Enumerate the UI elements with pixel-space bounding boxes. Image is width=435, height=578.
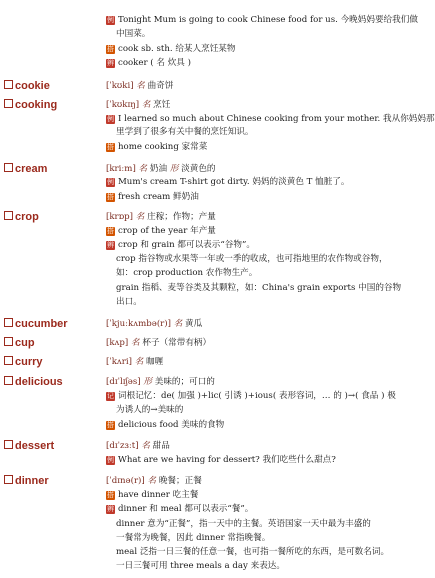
continuation-line: [116, 405, 183, 416]
entry-text: Mum's cream T-shirt got dirty. 妈妈的淡黄色 T 恤脏了。: [118, 177, 350, 187]
headword-text: dessert: [15, 440, 55, 452]
definition-line: [106, 441, 170, 452]
phonetic: [kʌp]: [106, 338, 132, 348]
entry-text: 一餐常为晚餐，因此 dinner 常指晚餐。: [116, 533, 271, 543]
headword-text: dinner: [15, 475, 49, 487]
continuation-line: [116, 533, 270, 544]
part-of-speech: 名: [131, 338, 143, 348]
checkbox-icon: [4, 318, 13, 327]
entry-text: 为诱人的→美味的: [116, 405, 184, 415]
collocation-tag-icon: 搭: [107, 491, 114, 499]
distinguish-tag-icon: 辨: [107, 59, 114, 67]
headword-dessert: [4, 440, 54, 452]
example-tag-icon: 例: [107, 456, 114, 464]
definition-line: [106, 338, 211, 349]
continuation-line: [116, 297, 142, 308]
checkbox-icon: [4, 80, 13, 89]
entry-text: I learned so much about Chinese cooking from your mother. 我从你妈妈那: [118, 114, 435, 124]
headword-dinner: [4, 475, 49, 487]
entry-text: 美味的；可口的: [154, 377, 215, 387]
part-of-speech: 名: [141, 441, 153, 451]
phonetic: [ˈkʌri]: [106, 357, 135, 367]
continuation-line: [116, 519, 371, 530]
headword-cream: [4, 163, 47, 175]
entry-text: 甜品: [152, 441, 170, 451]
headword-text: cooking: [15, 99, 58, 111]
part-of-speech: 名: [147, 476, 159, 486]
entry-text: cooker ( 名 炊具 ): [118, 58, 191, 68]
headword-text: cup: [15, 337, 35, 349]
headword-text: cucumber: [15, 318, 68, 330]
definition-line: [106, 319, 202, 330]
entry-text: grain 指稻、麦等谷类及其颗粒，如：China's grain exports 中国的谷物: [116, 283, 402, 293]
continuation-line: [116, 29, 150, 40]
phonetic: [ˈdɪnə(r)]: [106, 476, 148, 486]
distinguish-line: [106, 504, 253, 515]
example-line: [106, 455, 336, 466]
distinguish-line: [106, 240, 255, 251]
headword-cup: [4, 337, 35, 349]
collocation-line: [106, 192, 199, 203]
headword-text: delicious: [15, 376, 63, 388]
headword-delicious: [4, 376, 63, 388]
entry-text: 咖喱: [146, 357, 164, 367]
entry-text: 黄瓜: [185, 319, 203, 329]
headword-text: crop: [15, 211, 39, 223]
headword-crop: [4, 211, 39, 223]
entry-text: 庄稼；作物；产量: [147, 212, 216, 222]
continuation-line: [116, 127, 254, 138]
phonetic: [kriːm]: [106, 164, 139, 174]
collocation-tag-icon: 搭: [107, 227, 114, 235]
collocation-line: [106, 420, 224, 431]
entry-text: cook sb. sth. 给某人烹饪某物: [118, 44, 236, 54]
example-tag-icon: 例: [107, 16, 114, 24]
distinguish-line: [106, 58, 191, 69]
checkbox-icon: [4, 337, 13, 346]
entry-text: 曲奇饼: [147, 81, 174, 91]
definition-line: [106, 377, 215, 388]
entry-text: 杯子（常带有柄）: [142, 338, 212, 348]
headword-text: cream: [15, 163, 48, 175]
entry-text: dinner 和 meal 都可以表示“餐”。: [118, 504, 254, 514]
entry-text: 一日三餐可用 three meals a day 来表达。: [116, 561, 285, 571]
example-tag-icon: 例: [107, 115, 114, 123]
phonetic: [ˈkʊki]: [106, 81, 137, 91]
memory-tag-icon: 记: [107, 392, 114, 400]
phonetic: [ˈkjuːkʌmbə(r)]: [106, 319, 174, 329]
memory-line: [106, 391, 396, 402]
collocation-tag-icon: 搭: [107, 193, 114, 201]
collocation-line: [106, 44, 236, 55]
entry-text: What are we having for dessert? 我们吃些什么甜点?: [118, 455, 336, 465]
collocation-line: [106, 490, 198, 501]
entry-text: 出口。: [116, 297, 142, 307]
entry-text: crop 和 grain 都可以表示“谷物”。: [118, 240, 255, 250]
collocation-tag-icon: 搭: [107, 421, 114, 429]
entry-text: 里学到了很多有关中餐的烹饪知识。: [116, 127, 254, 137]
entry-text: crop 指谷物或水果等一年或一季的收成，也可指地里的农作物或谷物，: [116, 254, 388, 264]
definition-line: [106, 164, 216, 175]
entry-text: home cooking 家常菜: [118, 142, 208, 152]
checkbox-icon: [4, 440, 13, 449]
definition-line: [106, 100, 170, 111]
entry-text: 中国菜。: [116, 29, 151, 39]
headword-text: cookie: [15, 80, 50, 92]
entry-text: Tonight Mum is going to cook Chinese food for us. 今晚妈妈要给我们做: [118, 15, 418, 25]
continuation-line: [116, 254, 388, 265]
headword-curry: [4, 356, 43, 368]
entry-text: delicious food 美味的食物: [118, 420, 225, 430]
collocation-line: [106, 226, 216, 237]
checkbox-icon: [4, 163, 13, 172]
entry-text: 如：crop production 农作物生产。: [116, 268, 258, 278]
checkbox-icon: [4, 376, 13, 385]
part-of-speech: 名: [134, 357, 147, 367]
part-of-speech: 名: [141, 100, 154, 110]
example-line: [106, 177, 350, 188]
entry-text: 晚餐；正餐: [158, 476, 202, 486]
definition-line: [106, 81, 173, 92]
checkbox-icon: [4, 211, 13, 220]
continuation-line: [116, 547, 389, 558]
entry-text: 烹饪: [153, 100, 171, 110]
entry-text: 奶油: [149, 164, 170, 174]
definition-line: [106, 357, 163, 368]
continuation-line: [116, 283, 401, 294]
continuation-line: [116, 561, 285, 572]
example-line: [106, 15, 418, 26]
headword-cookie: [4, 80, 50, 92]
entry-text: 淡黄色的: [181, 164, 216, 174]
definition-line: [106, 212, 216, 223]
collocation-tag-icon: 搭: [107, 45, 114, 53]
definition-line: [106, 476, 202, 487]
phonetic: [ˈkʊkɪŋ]: [106, 100, 142, 110]
part-of-speech: 名: [136, 81, 148, 91]
part-of-speech: 名: [173, 319, 186, 329]
entry-text: crop of the year 年产量: [118, 226, 216, 236]
headword-text: curry: [15, 356, 43, 368]
example-line: [106, 114, 435, 125]
continuation-line: [116, 268, 257, 279]
part-of-speech: 形: [169, 164, 182, 174]
entry-text: have dinner 吃主餐: [118, 490, 199, 500]
distinguish-tag-icon: 辨: [107, 505, 114, 513]
entry-text: fresh cream 鲜奶油: [118, 192, 199, 202]
phonetic: [dɪˈlɪʃəs]: [106, 377, 144, 387]
phonetic: [dɪˈzɜːt]: [106, 441, 142, 451]
phonetic: [krɒp]: [106, 212, 136, 222]
checkbox-icon: [4, 475, 13, 484]
distinguish-tag-icon: 辨: [107, 241, 114, 249]
part-of-speech: 形: [143, 377, 155, 387]
example-tag-icon: 例: [107, 178, 114, 186]
headword-cucumber: [4, 318, 68, 330]
entry-text: dinner 意为“正餐”，指一天中的主餐。英语国家一天中最为丰盛的: [116, 519, 371, 529]
part-of-speech: 名: [138, 164, 150, 174]
headword-cooking: [4, 99, 57, 111]
collocation-tag-icon: 搭: [107, 143, 114, 151]
collocation-line: [106, 142, 207, 153]
part-of-speech: 名: [135, 212, 148, 222]
checkbox-icon: [4, 99, 13, 108]
entry-text: meal 泛指一日三餐的任意一餐，也可指一餐所吃的东西，是可数名词。: [116, 547, 390, 557]
checkbox-icon: [4, 356, 13, 365]
entry-text: 词根记忆：de( 加强 )+lic( 引诱 )+ious( 表形容词，… 的 )→( 食品 ) 极: [118, 391, 396, 401]
